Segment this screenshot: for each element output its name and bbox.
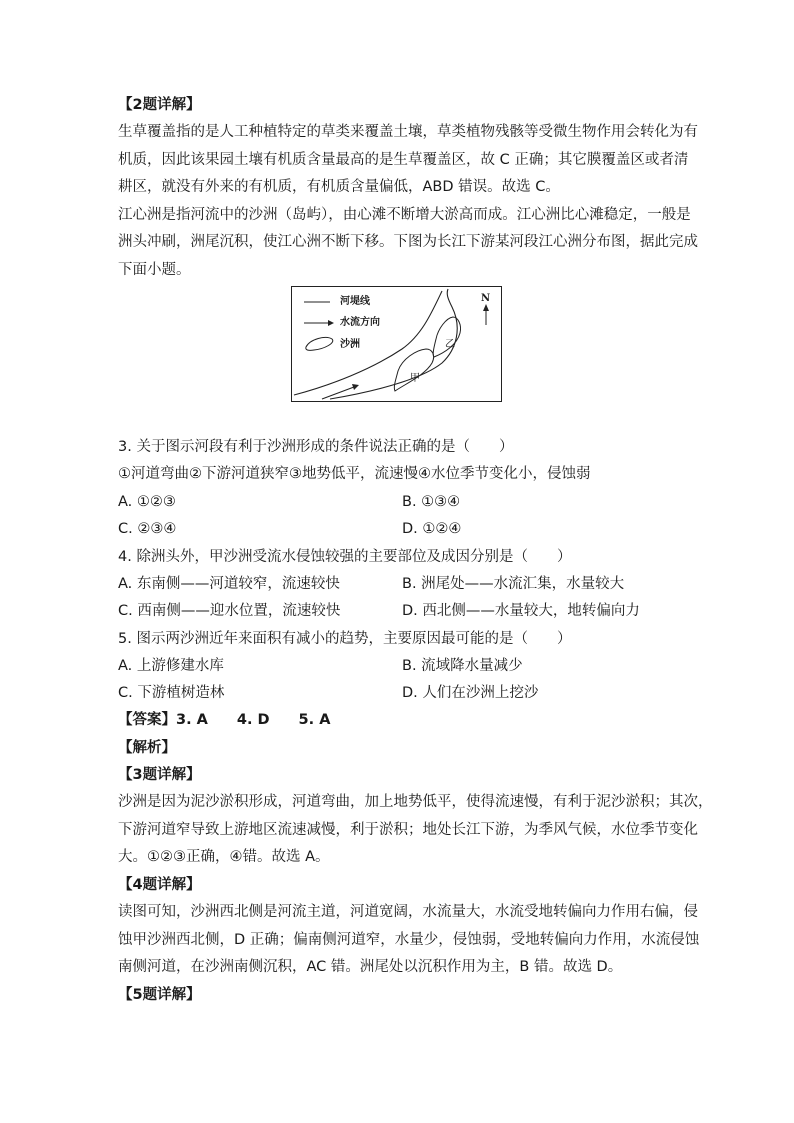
q3-detail-line: 下游河道窄导致上游地区流速减慢，利于淤积；地处长江下游，为季风气候，水位季节变化	[118, 822, 698, 838]
q4-stem: 4. 除洲头外，甲沙洲受流水侵蚀较强的主要部位及成因分别是（ ）	[118, 549, 572, 565]
north-label: N	[481, 293, 491, 304]
q4-option-b: B. 洲尾处——水流汇集，水量较大	[402, 576, 625, 592]
q3-option-b: B. ①③④	[402, 494, 461, 510]
intro-line: 江心洲是指河流中的沙洲（岛屿），由心滩不断增大淤高而成。江心洲比心滩稳定，一般是	[118, 207, 691, 223]
q4-detail-line: 蚀甲沙洲西北侧，D 正确；偏南侧河道窄，水量少，侵蚀弱，受地转偏向力作用，水流侵蚀	[118, 932, 700, 948]
sandbar-yi-label: 乙	[445, 339, 455, 350]
q3-detail-line: 沙洲是因为泥沙淤积形成，河道弯曲，加上地势低平，使得流速慢，有利于泥沙淤积；其次，	[118, 794, 713, 810]
intro-line: 洲头冲刷，洲尾沉积，使江心洲不断下移。下图为长江下游某河段江心洲分布图，据此完成	[118, 234, 698, 250]
q2-detail-line: 耕区，就没有外来的有机质，有机质含量偏低，ABD 错误。故选 C。	[118, 179, 560, 195]
legend-dike-label: 河堤线	[340, 296, 370, 307]
intro-line: 下面小题。	[118, 262, 191, 278]
q2-detail-line: 机质，因此该果园土壤有机质含量最高的是生草覆盖区，故 C 正确；其它膜覆盖区或者清	[118, 152, 689, 168]
map-drawing	[292, 287, 501, 401]
q4-detail-line: 读图可知，沙洲西北侧是河流主道，河道宽阔，水流量大，水流受地转偏向力作用右偏，侵	[118, 904, 698, 920]
q3-detail-heading: 【3题详解】	[118, 767, 201, 783]
q3-option-c: C. ②③④	[118, 521, 177, 537]
q3-stem: 3. 关于图示河段有利于沙洲形成的条件说法正确的是（ ）	[118, 439, 514, 455]
q5-detail-heading: 【5题详解】	[118, 987, 201, 1003]
q4-option-a: A. 东南侧——河道较窄，流速较快	[118, 576, 340, 592]
q5-option-a: A. 上游修建水库	[118, 658, 224, 674]
answer-line: 【答案】3. A 4. D 5. A	[118, 712, 331, 728]
q5-stem: 5. 图示两沙洲近年来面积有减小的趋势，主要原因最可能的是（ ）	[118, 631, 572, 647]
q5-option-d: D. 人们在沙洲上挖沙	[402, 685, 539, 701]
q3-option-a: A. ①②③	[118, 494, 176, 510]
q3-conditions: ①河道弯曲②下游河道狭窄③地势低平，流速慢④水位季节变化小，侵蚀弱	[118, 466, 591, 482]
q3-detail-line: 大。①②③正确，④错。故选 A。	[118, 849, 330, 865]
analysis-heading: 【解析】	[118, 740, 176, 756]
legend-sandbar-label: 沙洲	[340, 339, 360, 350]
q5-option-b: B. 流域降水量减少	[402, 658, 523, 674]
q4-detail-line: 南侧河道，在沙洲南侧沉积，AC 错。洲尾处以沉积作用为主，B 错。故选 D。	[118, 959, 623, 975]
sandbar-jia-label: 甲	[410, 373, 420, 384]
q4-option-d: D. 西北侧——水量较大，地转偏向力	[402, 603, 640, 619]
q4-detail-heading: 【4题详解】	[118, 877, 201, 893]
q2-detail-heading: 【2题详解】	[118, 97, 201, 113]
q2-detail-line: 生草覆盖指的是人工种植特定的草类来覆盖土壤，草类植物残骸等受微生物作用会转化为有	[118, 124, 698, 140]
q5-option-c: C. 下游植树造林	[118, 685, 225, 701]
q3-option-d: D. ①②④	[402, 521, 462, 537]
legend-flow-label: 水流方向	[340, 317, 380, 328]
river-sandbar-map	[291, 286, 502, 402]
sandbar-symbol	[306, 337, 333, 350]
q4-option-c: C. 西南侧——迎水位置，流速较快	[118, 603, 341, 619]
